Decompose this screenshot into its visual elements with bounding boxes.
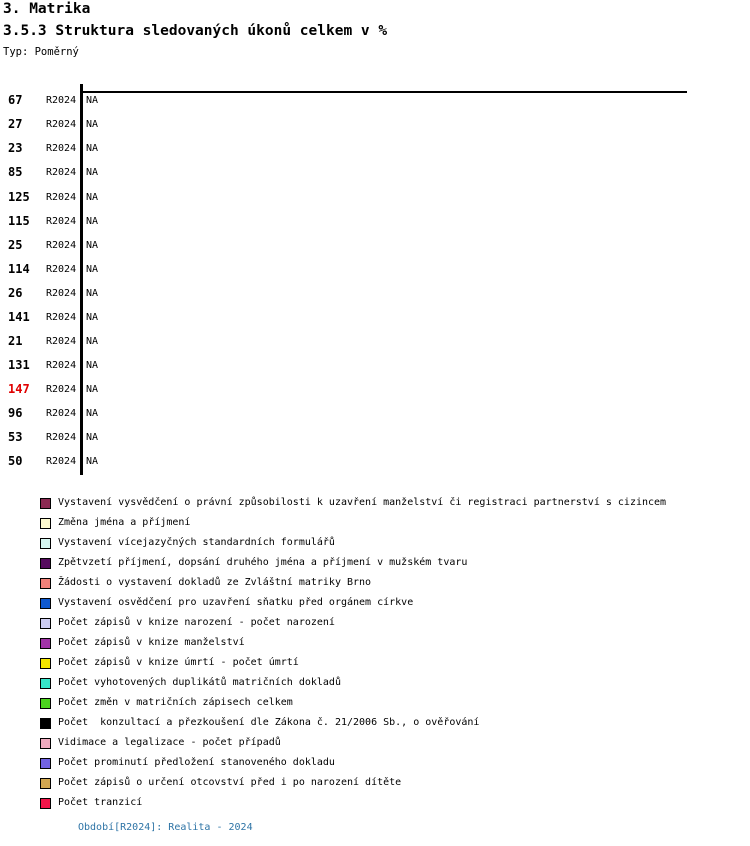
row-value-label: NA	[86, 288, 99, 299]
row-value-label: NA	[86, 143, 99, 154]
legend-label: Vystavení vícejazyčných standardních formulářů	[58, 537, 335, 548]
legend-item	[40, 537, 335, 549]
legend-label: Počet zápisů o určení otcovství před i po narození dítěte	[58, 777, 402, 788]
row-period-label: R2024	[46, 432, 77, 443]
legend-item	[40, 797, 142, 809]
legend-item	[40, 737, 281, 749]
row-value-label: NA	[86, 264, 99, 275]
legend-label: Počet vyhotovených duplikátů matričních dokladů	[58, 677, 341, 688]
legend-item	[40, 637, 245, 649]
legend-label: Změna jména a příjmení	[58, 517, 191, 528]
legend-item	[40, 677, 341, 689]
table-row	[0, 142, 300, 154]
table-row	[0, 335, 300, 347]
row-value-label: NA	[86, 312, 99, 323]
row-period-label: R2024	[46, 264, 77, 275]
legend-label: Počet zápisů v knize úmrtí - počet úmrtí	[58, 657, 299, 668]
row-value-label: NA	[86, 216, 99, 227]
legend-color-swatch	[40, 538, 51, 549]
row-period-label: R2024	[46, 384, 77, 395]
row-value-label: NA	[86, 167, 99, 178]
row-id-label: 67	[8, 93, 23, 107]
row-period-label: R2024	[46, 119, 77, 130]
table-row	[0, 94, 300, 106]
legend-item	[40, 717, 479, 729]
row-period-label: R2024	[46, 360, 77, 371]
legend-item	[40, 757, 335, 769]
period-footer-label: Období[R2024]: Realita - 2024	[78, 822, 253, 833]
row-id-label: 50	[8, 454, 23, 468]
legend-color-swatch	[40, 758, 51, 769]
legend-label: Vystavení vysvědčení o právní způsobilosti k uzavření manželství či registraci partnerství s cizincem	[58, 497, 667, 508]
legend-item	[40, 497, 666, 509]
row-id-label: 85	[8, 165, 23, 179]
legend-color-swatch	[40, 498, 51, 509]
row-period-label: R2024	[46, 192, 77, 203]
legend-color-swatch	[40, 678, 51, 689]
chart-subtitle: 3.5.3 Struktura sledovaných úkonů celkem v %	[3, 23, 388, 39]
row-value-label: NA	[86, 432, 99, 443]
table-row	[0, 383, 300, 395]
table-row	[0, 191, 300, 203]
legend-color-swatch	[40, 618, 51, 629]
legend-item	[40, 557, 467, 569]
row-id-label: 114	[8, 262, 30, 276]
row-period-label: R2024	[46, 408, 77, 419]
row-id-label: 96	[8, 406, 23, 420]
row-period-label: R2024	[46, 288, 77, 299]
row-value-label: NA	[86, 360, 99, 371]
legend-color-swatch	[40, 558, 51, 569]
row-period-label: R2024	[46, 240, 77, 251]
row-value-label: NA	[86, 384, 99, 395]
row-period-label: R2024	[46, 456, 77, 467]
legend-color-swatch	[40, 518, 51, 529]
legend-item	[40, 777, 401, 789]
table-row	[0, 263, 300, 275]
row-id-label: 26	[8, 286, 23, 300]
row-id-label: 147	[8, 382, 30, 396]
row-id-label: 131	[8, 358, 30, 372]
legend-label: Počet tranzicí	[58, 797, 143, 808]
legend-label: Počet konzultací a přezkoušení dle Zákona č. 21/2006 Sb., o ověřování	[58, 717, 480, 728]
table-row	[0, 287, 300, 299]
table-row	[0, 407, 300, 419]
legend-item	[40, 517, 190, 529]
row-period-label: R2024	[46, 95, 77, 106]
legend-label: Počet zápisů v knize narození - počet narození	[58, 617, 335, 628]
table-row	[0, 455, 300, 467]
row-period-label: R2024	[46, 167, 77, 178]
legend-label: Počet změn v matričních zápisech celkem	[58, 697, 293, 708]
row-value-label: NA	[86, 119, 99, 130]
legend-item	[40, 617, 335, 629]
legend-color-swatch	[40, 578, 51, 589]
chart-type-label: Typ: Poměrný	[3, 46, 79, 58]
row-value-label: NA	[86, 95, 99, 106]
legend-color-swatch	[40, 718, 51, 729]
table-row	[0, 166, 300, 178]
legend-label: Zpětvzetí příjmení, dopsání druhého jména a příjmení v mužském tvaru	[58, 557, 468, 568]
table-row	[0, 311, 300, 323]
legend-label: Počet prominutí předložení stanoveného dokladu	[58, 757, 335, 768]
table-row	[0, 118, 300, 130]
row-period-label: R2024	[46, 143, 77, 154]
page-title: 3. Matrika	[3, 1, 91, 17]
row-id-label: 141	[8, 310, 30, 324]
legend-item	[40, 697, 293, 709]
legend-item	[40, 597, 413, 609]
row-value-label: NA	[86, 456, 99, 467]
legend-color-swatch	[40, 778, 51, 789]
legend-color-swatch	[40, 738, 51, 749]
row-value-label: NA	[86, 336, 99, 347]
table-row	[0, 239, 300, 251]
table-row	[0, 359, 300, 371]
legend-color-swatch	[40, 798, 51, 809]
row-period-label: R2024	[46, 312, 77, 323]
legend-color-swatch	[40, 598, 51, 609]
row-id-label: 23	[8, 141, 23, 155]
row-period-label: R2024	[46, 216, 77, 227]
row-id-label: 53	[8, 430, 23, 444]
legend-label: Počet zápisů v knize manželství	[58, 637, 245, 648]
legend-label: Vidimace a legalizace - počet případů	[58, 737, 281, 748]
row-period-label: R2024	[46, 336, 77, 347]
legend-item	[40, 577, 371, 589]
row-id-label: 27	[8, 117, 23, 131]
legend-color-swatch	[40, 698, 51, 709]
row-value-label: NA	[86, 408, 99, 419]
row-value-label: NA	[86, 192, 99, 203]
legend-color-swatch	[40, 658, 51, 669]
row-value-label: NA	[86, 240, 99, 251]
row-id-label: 125	[8, 190, 30, 204]
row-id-label: 115	[8, 214, 30, 228]
row-id-label: 21	[8, 334, 23, 348]
legend-color-swatch	[40, 638, 51, 649]
legend-label: Vystavení osvědčení pro uzavření sňatku před orgánem církve	[58, 597, 414, 608]
table-row	[0, 431, 300, 443]
table-row	[0, 215, 300, 227]
legend-item	[40, 657, 299, 669]
legend-label: Žádosti o vystavení dokladů ze Zvláštní matriky Brno	[58, 577, 372, 588]
x-axis-line	[82, 91, 687, 93]
row-id-label: 25	[8, 238, 23, 252]
